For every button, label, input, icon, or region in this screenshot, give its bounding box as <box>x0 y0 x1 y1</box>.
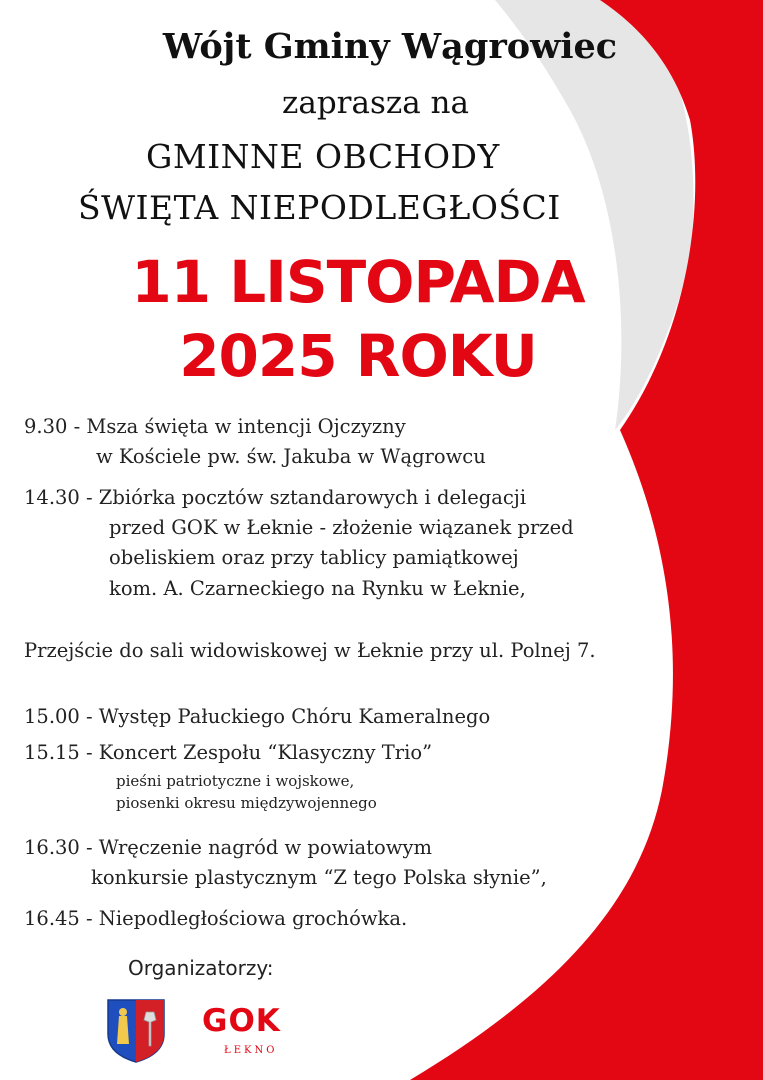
program-item-1430-detail-2: obeliskiem oraz przy tablicy pamiątkowej <box>109 546 519 569</box>
program-item-1430-detail-1: przed GOK w Łeknie - złożenie wiązanek przed <box>109 516 574 539</box>
gok-lekno-logo <box>202 1003 302 1061</box>
program-item-0930-detail: w Kościele pw. św. Jakuba w Wągrowcu <box>96 445 486 468</box>
wagrowiec-coat-of-arms-logo <box>106 998 166 1064</box>
organizers-label: Organizatorzy: <box>128 956 274 980</box>
event-date-line1: 11 LISTOPADA <box>131 248 585 316</box>
event-title-line2: ŚWIĘTA NIEPODLEGŁOŚCI <box>78 188 561 227</box>
program-item-1430: 14.30 - Zbiórka pocztów sztandarowych i delegacji <box>24 486 527 509</box>
program-item-0930: 9.30 - Msza święta w intencji Ojczyzny <box>24 415 406 438</box>
program-transfer-note: Przejście do sali widowiskowej w Łeknie przy ul. Polnej 7. <box>24 639 596 662</box>
program-item-1515-detail-2: piosenki okresu międzywojennego <box>116 794 377 812</box>
event-title-line1: GMINNE OBCHODY <box>146 137 500 176</box>
gok-logo-text: GOK <box>202 1003 281 1039</box>
host-title: Wójt Gminy Wągrowiec <box>162 26 618 67</box>
program-item-1500: 15.00 - Występ Pałuckiego Chóru Kameralnego <box>24 705 491 728</box>
gok-logo-subtext: ŁEKNO <box>224 1045 278 1056</box>
invite-line: zaprasza na <box>282 85 469 121</box>
program-item-1515-detail-1: pieśni patriotyczne i wojskowe, <box>116 772 355 790</box>
program-item-1430-detail-3: kom. A. Czarneckiego na Rynku w Łeknie, <box>109 577 526 600</box>
program-item-1630: 16.30 - Wręczenie nagród w powiatowym <box>24 836 432 859</box>
event-date-line2: 2025 ROKU <box>179 322 537 390</box>
program-item-1645: 16.45 - Niepodległościowa grochówka. <box>24 907 408 930</box>
program-item-1630-detail: konkursie plastycznym “Z tego Polska słynie”, <box>91 866 547 889</box>
program-item-1515: 15.15 - Koncert Zespołu “Klasyczny Trio” <box>24 741 433 764</box>
